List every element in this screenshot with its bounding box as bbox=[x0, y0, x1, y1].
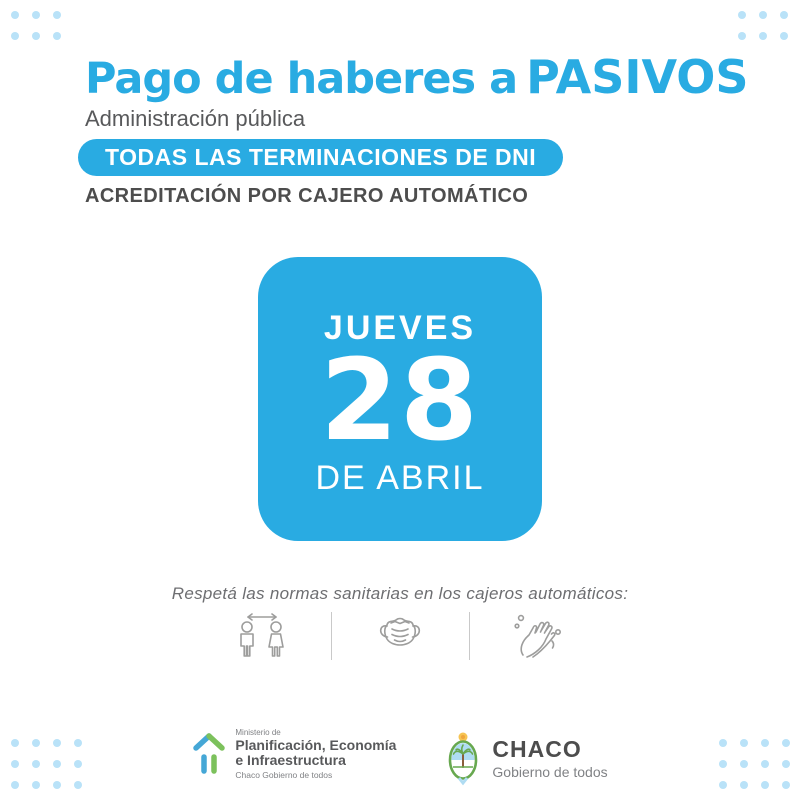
decorative-dot bbox=[738, 32, 746, 40]
decorative-dot bbox=[759, 11, 767, 19]
decorative-dot bbox=[53, 32, 61, 40]
decorative-dot bbox=[32, 32, 40, 40]
decorative-dot bbox=[53, 11, 61, 19]
title-regular-part: Pago de haberes a bbox=[85, 54, 518, 104]
ministry-pre-label: Ministerio de bbox=[235, 728, 281, 737]
face-mask-icon bbox=[332, 608, 469, 664]
hand-washing-icon bbox=[470, 608, 607, 664]
decorative-dot bbox=[780, 32, 788, 40]
decorative-dot bbox=[780, 11, 788, 19]
province-tagline: Gobierno de todos bbox=[492, 764, 608, 780]
social-distance-icon bbox=[194, 608, 331, 664]
accreditation-method-text: ACREDITACIÓN POR CAJERO AUTOMÁTICO bbox=[85, 185, 529, 207]
dot-pattern-top-left bbox=[11, 11, 61, 40]
payment-date-card bbox=[258, 257, 542, 541]
ministry-logo bbox=[192, 728, 396, 780]
sanitary-icons-row bbox=[0, 608, 800, 664]
decorative-dot bbox=[11, 32, 19, 40]
month-label: DE ABRIL bbox=[315, 459, 485, 498]
decorative-dot bbox=[32, 11, 40, 19]
ministry-text bbox=[235, 728, 396, 780]
decorative-dot bbox=[738, 11, 746, 19]
province-name: CHACO bbox=[492, 736, 582, 762]
day-number: 28 bbox=[320, 336, 480, 466]
sanitary-note: Respetá las normas sanitarias en los cajeros automáticos: bbox=[171, 584, 629, 603]
chaco-text bbox=[492, 736, 607, 780]
decorative-dot bbox=[759, 32, 767, 40]
dot-pattern-top-right bbox=[738, 11, 788, 40]
ministry-name-line1: Planificación, Economía bbox=[235, 737, 397, 753]
dni-terminations-badge: TODAS LAS TERMINACIONES DE DNI bbox=[78, 139, 563, 176]
chaco-logo bbox=[444, 730, 607, 786]
title-emphasis-part: PASIVOS bbox=[526, 50, 749, 104]
ministry-house-icon bbox=[192, 731, 226, 777]
footer bbox=[0, 728, 800, 786]
page-title bbox=[85, 50, 748, 104]
day-name: JUEVES bbox=[323, 309, 477, 347]
ministry-tagline: Chaco Gobierno de todos bbox=[235, 770, 333, 781]
subtitle: Administración pública bbox=[85, 106, 306, 131]
chaco-shield-icon bbox=[444, 730, 482, 786]
decorative-dot bbox=[11, 11, 19, 19]
ministry-name-line2: e Infraestructura bbox=[235, 751, 346, 768]
